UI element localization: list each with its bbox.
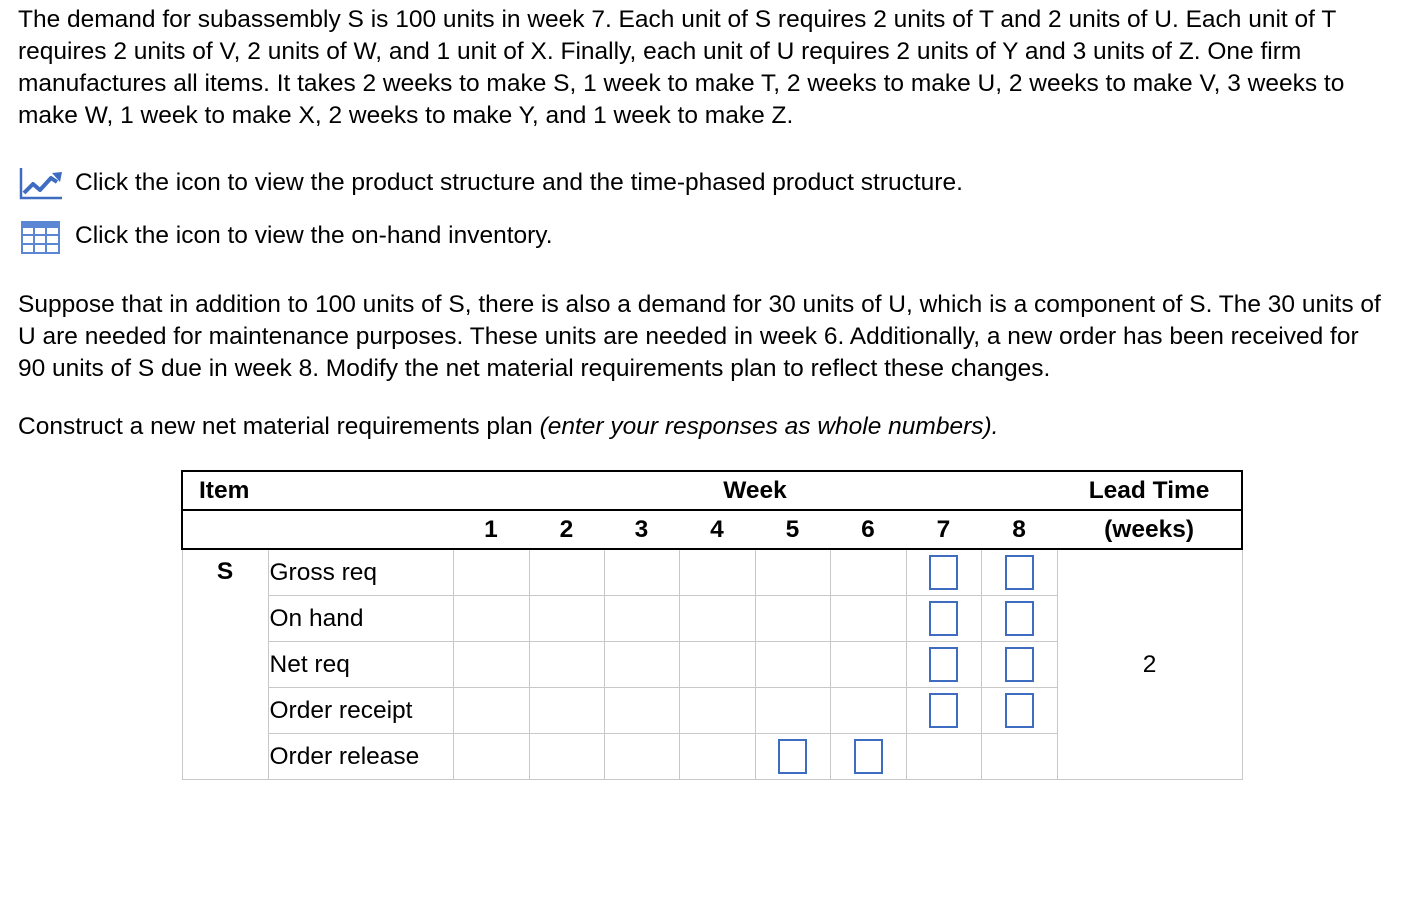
lead-time-header: Lead Time xyxy=(1057,471,1242,510)
gross-req-week-7-input[interactable] xyxy=(929,555,958,590)
row-label: On hand xyxy=(268,596,453,642)
scenario-text: Suppose that in addition to 100 units of S, there is also a demand for 30 units of U, which is a component of S. The 30 units of U are needed for maintenance purposes. These units are needed in week 6. Additionally, a new order has been received for 90 units of S due in week 8. Modify the net material requirements plan to reflect these changes. xyxy=(18,291,1381,382)
instruction-text xyxy=(18,411,1390,443)
week-8-header: 8 xyxy=(981,510,1057,549)
inventory-link-row xyxy=(18,218,553,254)
line-chart-icon[interactable] xyxy=(18,165,64,201)
net-req-week-7-input[interactable] xyxy=(929,647,958,682)
week-7-header: 7 xyxy=(906,510,981,549)
row-label: Order release xyxy=(268,734,453,780)
item-s-cell: S xyxy=(182,549,268,780)
week-2-header: 2 xyxy=(529,510,604,549)
order-receipt-week-7-input[interactable] xyxy=(929,693,958,728)
week-5-header: 5 xyxy=(755,510,830,549)
order-release-week-6-input[interactable] xyxy=(854,739,883,774)
row-label: Order receipt xyxy=(268,688,453,734)
row-label: Net req xyxy=(268,642,453,688)
order-receipt-week-8-input[interactable] xyxy=(1005,693,1034,728)
week-3-header: 3 xyxy=(604,510,679,549)
gross-req-week-8-input[interactable] xyxy=(1005,555,1034,590)
instruction-note: (enter your responses as whole numbers). xyxy=(539,413,999,440)
order-release-week-5-input[interactable] xyxy=(778,739,807,774)
row-label: Gross req xyxy=(268,549,453,596)
on-hand-week-8-input[interactable] xyxy=(1005,601,1034,636)
problem-statement: The demand for subassembly S is 100 units in week 7. Each unit of S requires 2 units of T and 2 units of U. Each unit of T requires 2 units of V, 2 units of W, and 1 unit of X. Finally, each unit of U requires 2 units of Y and 3 units of Z. One firm manufactures all items. It takes 2 weeks to make S, 1 week to make T, 2 weeks to make U, 2 weeks to make V, 3 weeks to make W, 1 week to make X, 2 weeks to make Y, and 1 week to make Z. xyxy=(18,6,1345,129)
mrp-table xyxy=(181,470,1243,780)
table-grid-icon[interactable] xyxy=(18,218,64,254)
week-1-header: 1 xyxy=(453,510,529,549)
lead-time-value: 2 xyxy=(1057,549,1242,780)
inventory-link-text: Click the icon to view the on-hand inventory. xyxy=(75,222,553,249)
week-header: Week xyxy=(453,471,1057,510)
week-4-header: 4 xyxy=(679,510,755,549)
product-structure-link-text: Click the icon to view the product structure and the time-phased product structure. xyxy=(75,169,963,196)
instruction-main: Construct a new net material requirements plan xyxy=(18,413,540,440)
lead-time-unit-header: (weeks) xyxy=(1057,510,1242,549)
item-header: Item xyxy=(182,471,268,510)
net-req-week-8-input[interactable] xyxy=(1005,647,1034,682)
on-hand-week-7-input[interactable] xyxy=(929,601,958,636)
week-6-header: 6 xyxy=(830,510,906,549)
table-row-gross-req xyxy=(182,549,1242,596)
product-structure-link-row xyxy=(18,165,963,201)
